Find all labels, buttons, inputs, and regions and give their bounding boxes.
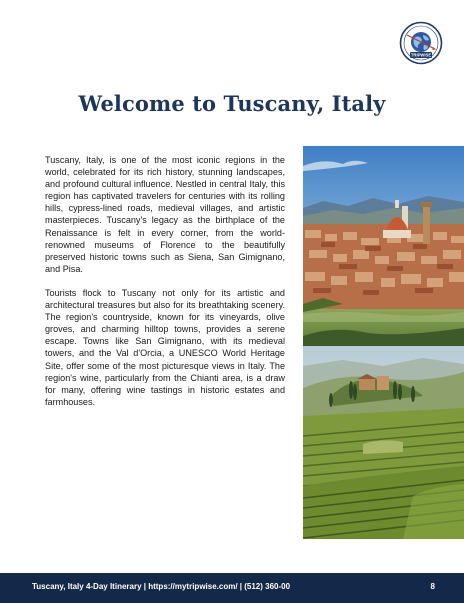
footer-text: Tuscany, Italy 4-Day Itinerary | https://mytripwise.com/ | (512) 360-00 xyxy=(32,582,291,591)
paragraph-tourism: Tourists flock to Tuscany not only for its artistic and architectural treasures but also for its breathtaking scenery. The region's countryside, known for its vineyards, olive groves, and charming hilltop towns, provides a serene escape. Towns like San Gimignano, with its medieval towers, and the Val d'Orcia, a UNESCO World Heritage Site, offer some of the most picturesque views in Italy. The region's wine, particularly from the Chianti area, is a draw for many, offering wine tastings in historic estates and farmhouses. xyxy=(45,287,285,407)
paragraph-intro: Tuscany, Italy, is one of the most iconic regions in the world, celebrated for its rich history, stunning landscapes, and profound cultural influence. Nestled in central Italy, this region has captivated travelers for centuries with its rolling hills, cypress-lined roads, medieval villages, and artistic masterpieces. Tuscany's legacy as the birthplace of the Renaissance is felt in every corner, from the world-renowned museums of Florence to the beautifully preserved historic towns such as Siena, San Gimignano, and Pisa. xyxy=(45,155,285,274)
footer-bar xyxy=(0,573,464,603)
page-number: 8 xyxy=(430,582,435,591)
globe-icon xyxy=(399,21,443,65)
article-body xyxy=(45,154,285,420)
tuscan-countryside-photo xyxy=(303,346,464,539)
page-title: Welcome to Tuscany, Italy xyxy=(78,91,386,116)
photo-column xyxy=(303,146,464,539)
tripwise-logo xyxy=(399,21,443,65)
logo-text: TRIPWISE xyxy=(410,52,432,58)
florence-city-photo xyxy=(303,146,464,346)
